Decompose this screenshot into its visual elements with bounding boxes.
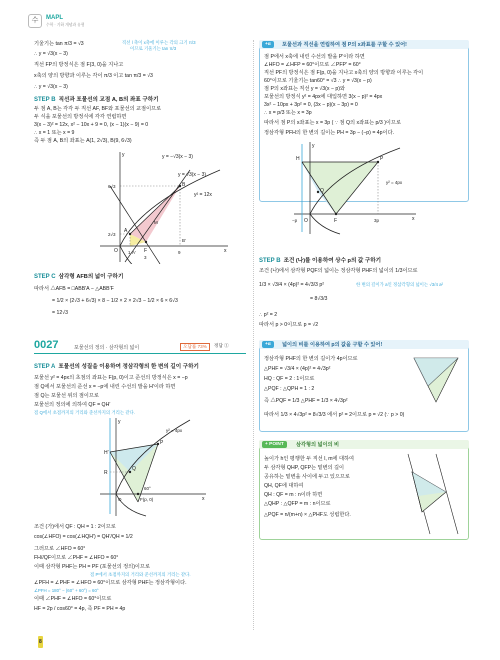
graph2-label-p: P	[160, 440, 164, 446]
graph1-eq-top: y = −√3(x − 3)	[162, 154, 193, 160]
problem-title: 포물선의 정의 · 삼각형의 넓이	[74, 345, 140, 351]
box3-l2: 두 삼각형 QHP, QFP는 밑변의 길이	[264, 465, 344, 471]
graph3-label-q: Q	[320, 188, 324, 194]
graph2-label-f: F(p, 0)	[140, 497, 154, 502]
graph1-label-o: O	[114, 248, 118, 254]
step-b2-title: 조건 (나)를 이용하여 상수 p의 값 구하기	[283, 258, 382, 264]
point-box-head: 삼각형의 넓이의 비	[296, 442, 339, 448]
left-d3: 그러므로 ∠HFO = 60°	[34, 546, 86, 552]
graph3-label-eq: y² = 4px	[386, 180, 403, 185]
left-line1-note2: 이므로 기울기는 tan π/3	[130, 46, 177, 51]
brand-name: MAPL	[46, 15, 63, 21]
left-line4: x축의 양의 방향과 이루는 각이 π/3 이고 tan π/3 = √3	[34, 73, 153, 79]
box3-l4: QH, QF에 대하여	[264, 483, 304, 489]
graph1-eq-parab: y² = 12x	[194, 192, 212, 198]
left-d7: 이때 ∠PHF = ∠HFO = 60°이므로	[34, 596, 112, 602]
step-a2-label: STEP A	[34, 364, 56, 370]
graph3-label-h: H	[296, 156, 300, 162]
right-e5: 따라서 p > 0이므로 p = √2	[259, 322, 319, 328]
box1-l1: 점 P에서 x축에 내린 수선의 발을 P′이라 하면	[264, 54, 365, 60]
graph1-label-aprime: A′	[132, 250, 136, 255]
graph-box1-triangle	[290, 140, 420, 236]
left-c1: 따라서 △AFB = □ABB′A − △ABB′F	[34, 286, 114, 292]
graph1-label-6r3: 6√3	[108, 184, 116, 189]
graph1-label-3: 3	[144, 255, 147, 260]
box1-l2: ∠HFO = ∠HFP = 60°이므로 ∠PFP′ = 60°	[264, 62, 361, 68]
left-d8: HF = 2p / cos60° = 4p, 즉 PF = PH = 4p	[34, 606, 126, 612]
graph1-label-y: y	[122, 152, 125, 158]
step-c-label: STEP C	[34, 274, 56, 280]
left-line5: ∴ y = √3(x − 3)	[34, 84, 68, 90]
right-e2-note: 한 변의 길이가 a인 정삼각형의 넓이는 √3/4 a²	[356, 282, 444, 287]
left-c2: = 1/2 × (2√3 + 6√3) × 8 − 1/2 × 2 × 2√3 − 1/2 × 6 × 6√3	[52, 298, 178, 304]
graph-parabola-triangle	[80, 146, 230, 264]
graph1-label-2r3: 2√3	[108, 232, 116, 237]
step-c-heading	[34, 272, 123, 280]
graph1-label-f: F	[144, 248, 148, 254]
graph1-eq-right: y = √3(x − 3)	[178, 172, 207, 178]
box2-l5: 즉 △PQF = 1/3 △PHF = 1/3 × 4√3p²	[264, 398, 348, 404]
box3-l7: △PQF = n/(m+n) × △PHF도 성립한다.	[264, 512, 351, 518]
point-box-tag: + POINT	[262, 441, 287, 448]
brand-subtitle: 수학 · 기하 개념과 유형	[46, 23, 85, 27]
box2-l6: 따라서 1/3 × 4√3p² = 8√3/3 에서 p² = 2이므로 p = √2 (∵ p > 0)	[264, 412, 405, 418]
graph1-label-bprime: B′	[182, 238, 186, 243]
left-line1-note: 직선 l 축이 x축에 이루는 각의 크기 π/3	[122, 40, 196, 45]
box2-l2: △PHF = √3/4 × (4p)² = 4√3p²	[264, 366, 331, 372]
left-d6: ∠PFH = ∠PHF = ∠HFO = 60°이므로 삼각형 PHF는 정삼각형이다.	[34, 580, 187, 586]
left-d5: 이때 삼각형 PHF는 PH = PF (포물선의 정의)이므로	[34, 564, 150, 570]
graph3-label-y: y	[312, 143, 315, 149]
graph2-label-h: H′	[104, 450, 109, 456]
box1-l6: 포물선의 방정식 y² = 4px에 대입하면 3(x − p)² = 4px	[264, 94, 383, 100]
left-d1: 조건 (가)에서 QF : QH = 1 : 2이므로	[34, 524, 116, 530]
left-d5-note: 점 P에서 초점까지의 거리와 준선까지의 거리는 같다.	[90, 572, 191, 577]
graph2-label-q: Q	[132, 466, 136, 472]
step-a2-title: 포물선의 성질을 이용하여 정삼각형의 한 변의 길이 구하기	[58, 364, 199, 370]
graph2-label-y: y	[118, 419, 121, 425]
left-b1: 두 점 A, B는 각각 두 직선 AF, BF와 포물선의 교점이므로	[34, 106, 162, 112]
box2-l3: HQ : QF = 2 : 1이므로	[264, 376, 315, 382]
box1-l5: 점 P의 x좌표는 직선 y = √3(x − p)와	[264, 86, 345, 92]
left-a2: 점 Q에서 포물선의 준선 x = −p에 내린 수선의 발을 H′이라 하면	[34, 384, 176, 390]
box1-l9: 따라서 점 P의 x좌표는 x = 3p ( ∵ 점 Q의 x좌표는 p/3 )이므로	[264, 120, 401, 126]
alpha-box-1-tag: +α	[262, 41, 274, 48]
graph3-label-o: O	[304, 218, 308, 224]
step-b-label: STEP B	[34, 97, 56, 103]
left-d6-note: ∠PFH = 180° − (60° + 60°) = 60°	[34, 588, 99, 593]
step-c-title: 삼각형 AFB의 넓이 구하기	[58, 274, 124, 280]
graph1-label-1: 1	[128, 250, 131, 255]
graph-parabola-equilateral	[90, 414, 210, 518]
box2-l4: △PQF : △QPH = 1 : 2	[264, 386, 315, 392]
step-b2-heading	[259, 256, 381, 264]
graph1-label-9: 9	[178, 250, 181, 255]
graph1-label-m: M	[154, 220, 158, 225]
box1-l3: 직선 PF의 방정식은 점 F(p, 0)을 지나고 x축의 양의 방향과 이루는 각이	[264, 70, 424, 76]
left-b2: 두 식을 포물선의 방정식에 각각 연립하면	[34, 114, 127, 120]
graph2-label-o: O	[118, 497, 122, 502]
box3-l5: QH : QF = m : n이라 하면	[264, 492, 323, 498]
box1-l8: ∴ x = p/3 또는 x = 3p	[264, 110, 312, 116]
left-d2: cos(∠HFO) = cos(∠HQH′) = QH′/QH = 1/2	[34, 534, 133, 540]
box3-l3: 공유하는 밑변을 사이에 두고 있으므로	[264, 474, 350, 480]
column-divider	[253, 40, 254, 630]
graph3-label-3p: 3p	[374, 218, 380, 223]
point-box-diagram	[400, 452, 466, 536]
left-a1: 포물선 y² = 4px의 초점의 좌표는 F(p, 0)이고 준선의 방정식은 x = −p	[34, 375, 188, 381]
graph3-label-mp: −p	[292, 218, 298, 223]
left-line1: 기울기는 tan π/3 = √3	[34, 41, 84, 47]
left-b5: 즉 두 점 A, B의 좌표는 A(1, 2√3), B(9, 6√3)	[34, 138, 132, 144]
point-box-header	[259, 440, 469, 449]
box3-l6: △QHP : △QFP = m : n이므로	[264, 501, 331, 507]
problem-number: 0027	[34, 339, 59, 351]
problem-answer: 정답 ①	[214, 343, 229, 348]
step-b-title: 직선과 포물선의 교점 A, B의 좌표 구하기	[58, 97, 159, 103]
left-line2: ∴ y = √3(x − 3)	[34, 51, 68, 57]
graph1-label-a: A	[124, 228, 128, 234]
box1-l4: 60°이므로 기울기는 tan60° = √3 ∴ y = √3(x − p)	[264, 78, 372, 84]
problem-header	[34, 340, 246, 354]
alpha-box-2-head: 넓이의 비를 이용하여 p의 값을 구할 수 있어!	[282, 342, 383, 348]
page-number: 8	[39, 639, 42, 645]
left-a4: 포물선의 정의에 의하여 QF = QH′	[34, 402, 111, 408]
graph2-label-eq: y² = 4px	[166, 428, 183, 433]
step-a2-heading	[34, 362, 199, 370]
brand-badge: 수	[28, 14, 42, 28]
alpha-box-1-head: 포물선과 직선을 연립하여 점 P의 x좌표를 구할 수 있어!	[282, 42, 407, 48]
right-e4: ∴ p² = 2	[259, 312, 278, 318]
left-a3: 점 Q는 포물선 위의 점이므로	[34, 393, 99, 399]
graph2-label-r: R	[104, 470, 108, 476]
box3-l1: 높이가 h인 평행한 두 직선 l, m에 대하여	[264, 456, 355, 462]
graph3-label-f: F	[334, 218, 338, 224]
graph3-label-p: P	[380, 156, 384, 162]
left-d4: FH//QF이므로 ∠PHF = ∠HFO = 60°	[34, 555, 119, 561]
box2-diagram	[408, 352, 466, 408]
graph1-label-x: x	[224, 248, 227, 254]
left-line3: 직선 FP의 방정식은 점 F(3, 0)을 지나고	[34, 62, 124, 68]
box2-l1: 정삼각형 PHF의 한 변의 길이가 4p이므로	[264, 356, 358, 362]
right-e3: = 8√3/3	[310, 296, 328, 302]
right-e2: 1/3 × √3/4 × (4p)² = 4√3/3 p²	[259, 282, 324, 288]
step-b2-label: STEP B	[259, 258, 281, 264]
left-b3: 3(x − 3)² = 12x, x² − 10x + 9 = 0, (x − 1)(x − 9) = 0	[34, 122, 149, 128]
left-c3: = 12√3	[52, 310, 68, 316]
right-e1: 조건 (나)에서 삼각형 PQF의 넓이는 정삼각형 PHF의 넓이의 1/3이므로	[259, 268, 418, 274]
graph2-label-60: 60°	[144, 486, 151, 491]
graph3-label-x: x	[412, 216, 415, 222]
graph1-label-b: B	[182, 182, 186, 188]
left-b4: ∴ x = 1 또는 x = 9	[34, 130, 75, 136]
left-a4-note: 점 Q에서 초점까지의 거리와 준선까지의 거리는 같다.	[34, 410, 136, 415]
box1-l7: 3x² − 10px + 3p² = 0, (3x − p)(x − 3p) = 0	[264, 102, 358, 108]
graph2-label-x: x	[202, 496, 205, 502]
step-b-heading	[34, 95, 159, 103]
box1-l10: 정삼각형 PFH의 한 변의 길이는 PH = 3p − (−p) = 4p이다.	[264, 130, 395, 136]
problem-rate: 오답률 73%	[180, 343, 210, 351]
alpha-box-2-tag: +α	[262, 341, 274, 348]
